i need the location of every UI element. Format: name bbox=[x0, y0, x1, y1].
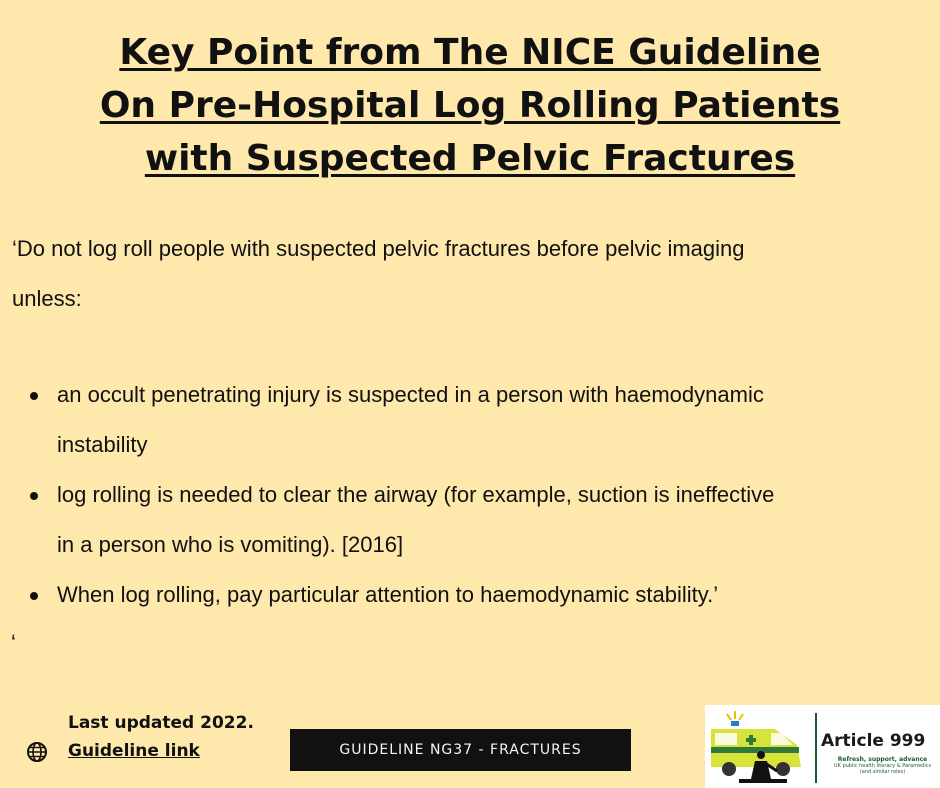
globe-icon bbox=[26, 741, 48, 763]
list-item-line: instability bbox=[57, 432, 148, 457]
ambulance-icon bbox=[705, 705, 811, 788]
guideline-badge bbox=[290, 729, 631, 771]
list-item bbox=[26, 370, 921, 470]
logo-tagline-main: Refresh, support, advance bbox=[837, 756, 928, 763]
badge-label: GUIDELINE NG37 - FRACTURES bbox=[339, 742, 582, 758]
list-item bbox=[26, 470, 921, 570]
list-item-line: When log rolling, pay particular attention to haemodynamic stability.’ bbox=[57, 582, 719, 607]
page-title bbox=[0, 26, 940, 185]
list-item-line: log rolling is needed to clear the airway (for example, suction is ineffective bbox=[57, 482, 775, 507]
intro-line-1: ‘Do not log roll people with suspected pelvic fractures before pelvic imaging bbox=[12, 236, 745, 261]
stray-quote-mark: ‘ bbox=[11, 630, 16, 655]
logo-name: Article 999 bbox=[821, 731, 926, 751]
logo-tagline-sub: UK public health literacy & Paramedics (and similar roles) bbox=[833, 763, 932, 775]
list-item bbox=[26, 570, 921, 620]
intro-line-2: unless: bbox=[12, 286, 82, 311]
logo-tagline bbox=[830, 757, 935, 775]
list-item-line: in a person who is vomiting). [2016] bbox=[57, 532, 404, 557]
logo-divider bbox=[815, 713, 817, 783]
title-line-3: with Suspected Pelvic Fractures bbox=[144, 138, 796, 179]
guideline-link[interactable]: Guideline link bbox=[68, 741, 200, 761]
article-999-logo bbox=[705, 705, 940, 788]
list-item-line: an occult penetrating injury is suspected in a person with haemodynamic bbox=[57, 382, 764, 407]
last-updated: Last updated 2022. bbox=[68, 713, 254, 733]
title-line-2: On Pre-Hospital Log Rolling Patients bbox=[99, 85, 841, 126]
guideline-intro bbox=[12, 224, 922, 324]
title-line-1: Key Point from The NICE Guideline bbox=[119, 32, 821, 73]
exception-list bbox=[26, 370, 921, 620]
